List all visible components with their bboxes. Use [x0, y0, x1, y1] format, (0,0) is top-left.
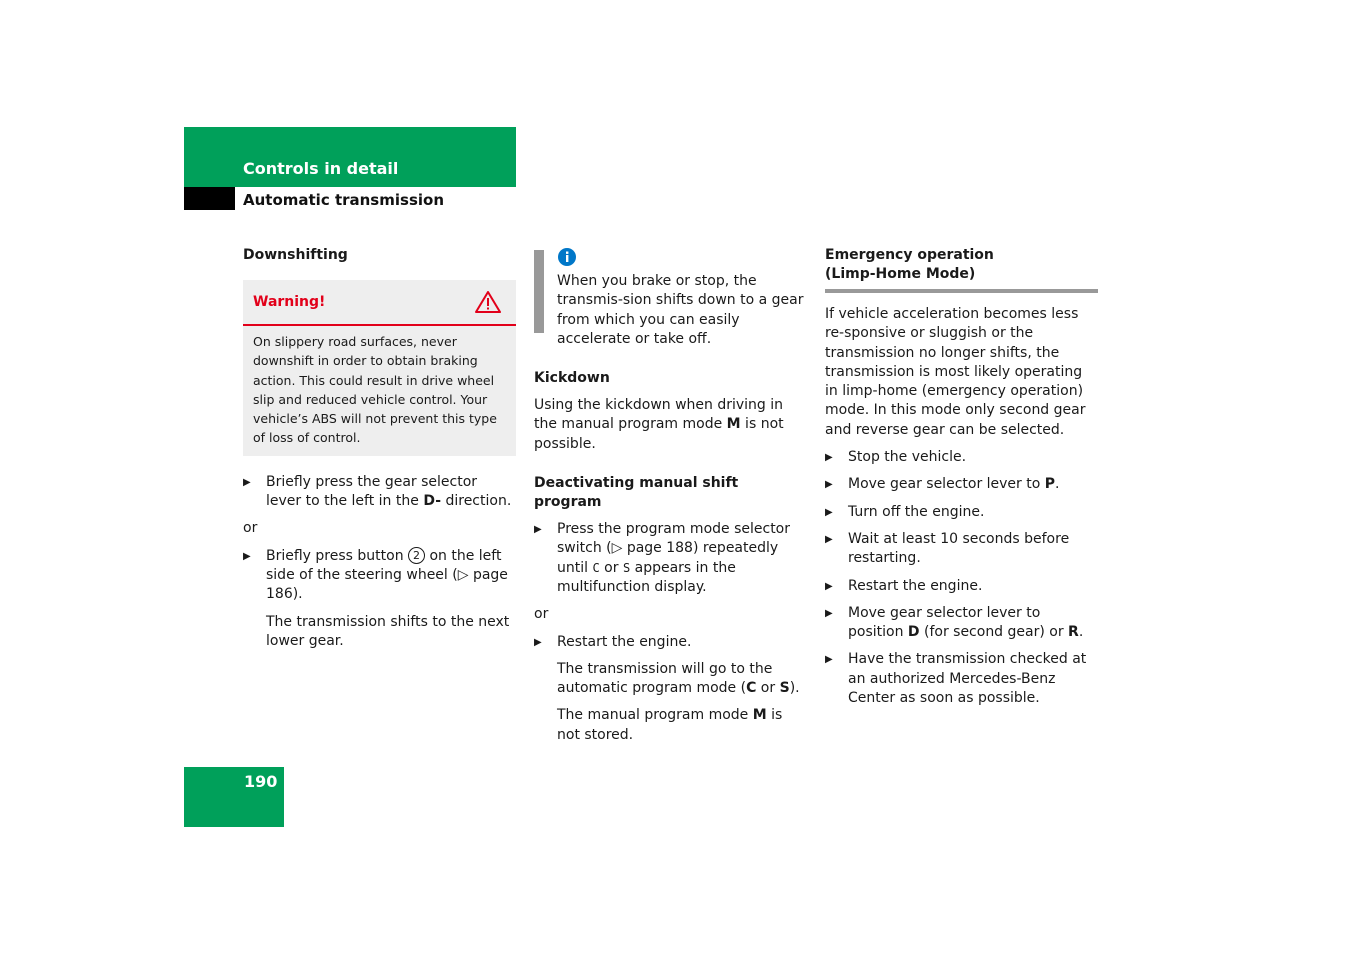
emergency-step-service: ▶ Have the transmission checked at an authorized Mercedes-Benz Center as soon as possible.: [825, 651, 1087, 707]
bullet-arrow-icon: ▶: [825, 479, 833, 491]
warning-triangle-icon: [475, 290, 501, 314]
downshift-result: The transmission shifts to the next lower gear.: [266, 613, 510, 649]
warning-text: On slippery road surfaces, never downshift in order to obtain braking action. This could result in drive wheel slip and reduced vehicle control. Your vehicle’s ABS will not prevent this type of loss of control.: [253, 334, 497, 446]
bullet-arrow-icon: ▶: [825, 607, 833, 619]
warning-header: [243, 280, 516, 326]
bullet-arrow-icon: ▶: [534, 636, 542, 648]
subsection-title: Automatic transmission: [243, 191, 444, 209]
deactivating-heading: Deactivating manual shift program: [534, 475, 739, 511]
subsection-marker: [184, 187, 235, 210]
downshifting-heading: Downshifting: [243, 247, 348, 263]
section-header-bar: [184, 127, 516, 187]
emergency-step-stop: ▶ Stop the vehicle.: [825, 448, 1098, 467]
bullet-arrow-icon: ▶: [534, 524, 542, 536]
info-text: When you brake or stop, the transmis-sion shifts down to a gear from which you can easily accelerate or take off.: [557, 273, 804, 347]
emergency-step-select-gear: ▶ Move gear selector lever to position D (for second gear) or R.: [825, 604, 1084, 641]
bullet-arrow-icon: ▶: [825, 580, 833, 592]
column-2: [534, 247, 806, 745]
warning-box: [243, 280, 516, 456]
info-icon: [557, 247, 577, 267]
column-3: [825, 246, 1098, 708]
kickdown-text: Using the kickdown when driving in the manual program mode M is not possible.: [534, 397, 784, 452]
kickdown-heading: Kickdown: [534, 370, 610, 387]
or-label: or: [534, 606, 549, 623]
emergency-step-engine-off: ▶ Turn off the engine.: [825, 503, 1098, 522]
warning-label: Warning!: [253, 294, 326, 310]
restart-result-manual: The manual program mode M is not stored.: [557, 707, 783, 743]
downshift-step-lever: ▶ Briefly press the gear selector lever to the left in the D- direction.: [243, 473, 512, 510]
page-number-tab: [184, 767, 284, 827]
bullet-arrow-icon: ▶: [825, 506, 833, 518]
or-label: or: [243, 520, 258, 537]
bullet-arrow-icon: ▶: [825, 654, 833, 666]
button-number-badge: 2: [408, 547, 425, 564]
bullet-arrow-icon: ▶: [243, 550, 251, 562]
restart-result-auto: The transmission will go to the automatic program mode (C or S).: [557, 660, 800, 697]
bullet-arrow-icon: ▶: [825, 533, 833, 545]
bullet-arrow-icon: ▶: [825, 452, 833, 464]
emergency-step-wait: ▶ Wait at least 10 seconds before restarting.: [825, 530, 1070, 567]
bullet-arrow-icon: ▶: [243, 476, 251, 488]
info-note: [534, 247, 806, 349]
deactivate-step: ▶ Press the program mode selector switch (▷ page 188) repeatedly until C or S appears in the multifunction display.: [534, 521, 791, 595]
restart-step: ▶ Restart the engine.: [534, 633, 806, 652]
emergency-heading: Emergency operation (Limp-Home Mode): [825, 246, 1098, 293]
downshift-step-button: ▶ Briefly press button 2 on the left side of the steering wheel (▷ page 186).: [243, 547, 508, 603]
page-number: 190: [244, 772, 278, 791]
emergency-step-restart: ▶ Restart the engine.: [825, 577, 1098, 596]
section-title: Controls in detail: [243, 159, 399, 178]
emergency-intro: If vehicle acceleration becomes less re-sponsive or sluggish or the transmission no longer shifts, the transmission is most likely operating in limp-home (emergency operation) mode. In this mode only second gear and reverse gear can be selected.: [825, 306, 1086, 438]
column-1: [243, 246, 516, 651]
emergency-step-park: ▶ Move gear selector lever to P.: [825, 475, 1098, 494]
